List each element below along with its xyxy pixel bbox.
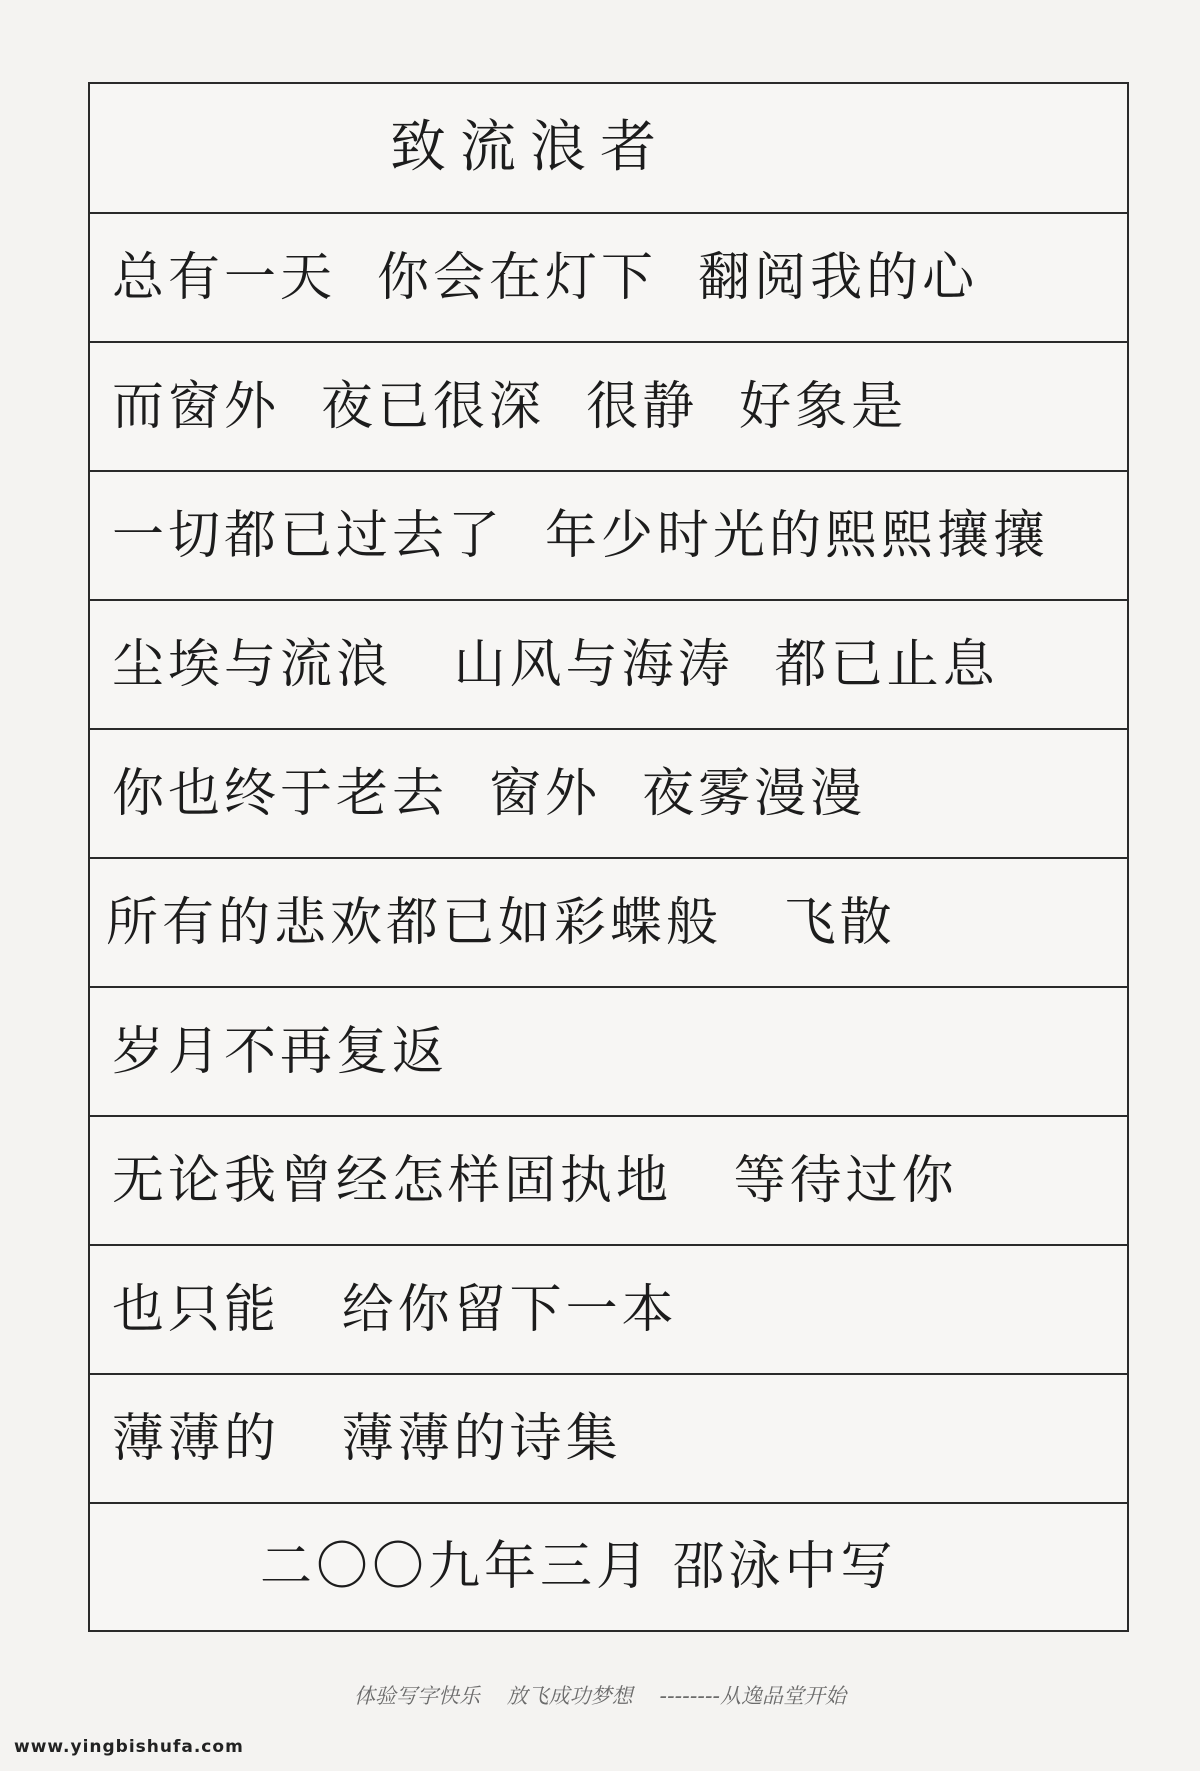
poem-line: 无论我曾经怎样固执地 等待过你: [90, 1117, 1127, 1246]
poem-line: 总有一天 你会在灯下 翻阅我的心: [90, 214, 1127, 343]
poem-title: 致流浪者: [390, 115, 670, 180]
poem-line: 而窗外 夜已很深 很静 好象是: [90, 343, 1127, 472]
footer-url: www.yingbishufa.com: [14, 1737, 244, 1757]
poem-line: 薄薄的 薄薄的诗集: [90, 1375, 1127, 1504]
poem-line: 尘埃与流浪 山风与海涛 都已止息: [90, 601, 1127, 730]
signature: 二〇〇九年三月 邵泳中写: [260, 1537, 897, 1597]
poem-line: 所有的悲欢都已如彩蝶般 飞散: [90, 859, 1127, 988]
title-row: [90, 84, 1127, 214]
footer-slogan: 体验写字快乐 放飞成功梦想 --------从逸品堂开始: [353, 1684, 847, 1708]
poem-line: 也只能 给你留下一本: [90, 1246, 1127, 1375]
poem-line: 你也终于老去 窗外 夜雾漫漫: [90, 730, 1127, 859]
signature-row: [90, 1504, 1127, 1630]
poem-line: 一切都已过去了 年少时光的熙熙攘攘: [90, 472, 1127, 601]
calligraphy-sheet: [88, 82, 1129, 1632]
poem-line: 岁月不再复返: [90, 988, 1127, 1117]
